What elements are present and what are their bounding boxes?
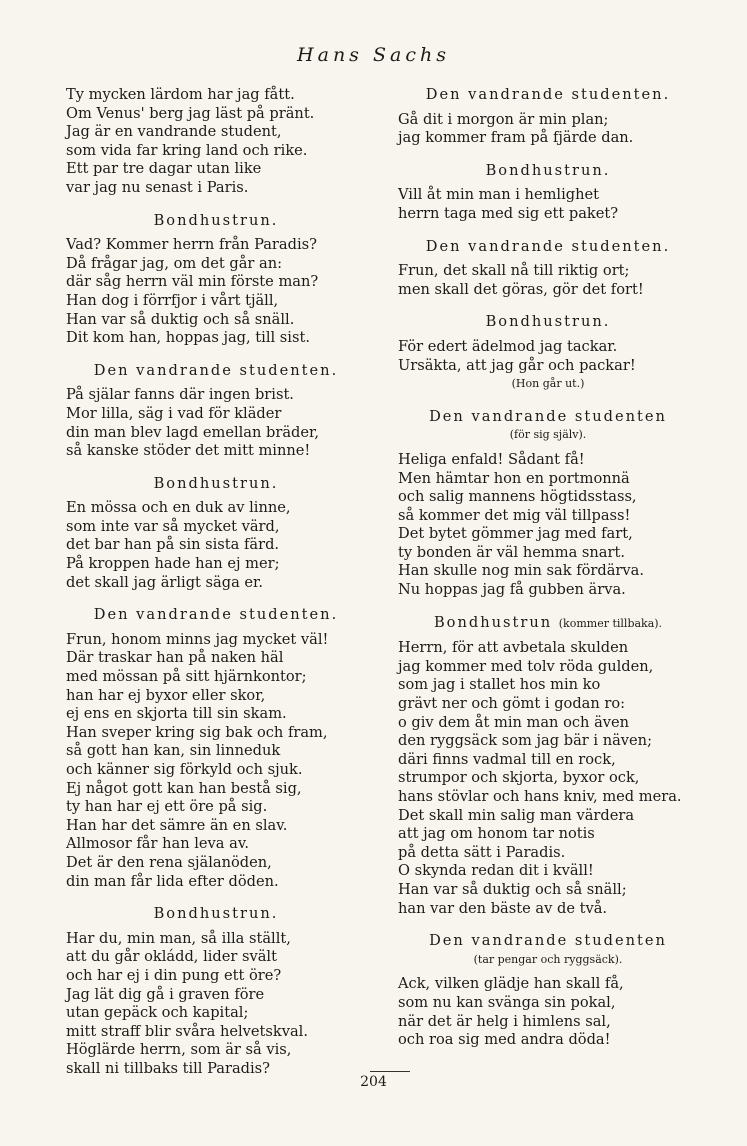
speaker-heading: Den vandrande studenten. xyxy=(425,237,671,255)
verse-line: herrn taga med sig ett paket? xyxy=(398,204,619,222)
verse-block xyxy=(398,313,698,393)
verse-line: Dit kom han, hoppas jag, till sist. xyxy=(66,329,310,347)
verse-line: ty bonden är väl hemma snart. xyxy=(398,543,625,561)
verse-line: och har ej i din pung ett öre? xyxy=(66,966,282,984)
page-title: Hans Sachs xyxy=(297,44,450,66)
verse-line: skall ni tillbaks till Paradis? xyxy=(66,1059,270,1077)
verse-line: Allmosor får han leva av. xyxy=(66,835,249,853)
verse-line: Gå dit i morgon är min plan; xyxy=(398,110,609,128)
verse-line: som inte var så mycket värd, xyxy=(66,517,280,535)
verse-line: O skynda redan dit i kväll! xyxy=(398,862,594,880)
verse-line: För edert ädelmod jag tackar. xyxy=(398,337,618,355)
verse-line: det bar han på sin sista färd. xyxy=(66,536,280,554)
verse-line: som jag i stallet hos min ko xyxy=(398,676,601,694)
verse-block xyxy=(398,162,698,224)
verse-line: din man får lida efter döden. xyxy=(66,872,279,890)
speaker-heading: Bondhustrun. xyxy=(153,474,279,492)
left-column xyxy=(66,86,366,1093)
verse-block xyxy=(398,86,698,148)
speaker-heading: Bondhustrun. xyxy=(153,905,279,923)
verse-block xyxy=(398,614,698,919)
verse-line: strumpor och skjorta, byxor ock, xyxy=(398,769,640,787)
stage-direction: (tar pengar och ryggsäck). xyxy=(473,952,623,966)
verse-block xyxy=(66,86,366,198)
verse-line: mitt straff blir svåra helvetskval. xyxy=(66,1022,308,1040)
verse-line: det skall jag ärligt säga er. xyxy=(66,573,264,591)
verse-line: var jag nu senast i Paris. xyxy=(66,178,249,196)
verse-block xyxy=(66,212,366,348)
verse-line: Det är den rena själanöden, xyxy=(66,853,272,871)
verse-line: han har ej byxor eller skor, xyxy=(66,686,266,704)
verse-line: Han dog i förrfjor i vårt tjäll, xyxy=(66,291,279,309)
verse-line: Men hämtar hon en portmonnä xyxy=(398,469,630,487)
verse-lines xyxy=(398,262,698,299)
stage-direction: (kommer tillbaka). xyxy=(558,616,663,630)
speaker-heading: Bondhustrun. xyxy=(485,313,611,331)
verse-line: hans stövlar och hans kniv, med mera. xyxy=(398,788,682,805)
verse-line: så kanske stöder det mitt minne! xyxy=(66,442,311,460)
verse-lines xyxy=(66,499,366,592)
verse-line: På själar fanns där ingen brist. xyxy=(66,386,294,404)
verse-line: Där traskar han på naken häl xyxy=(66,649,284,667)
verse-lines xyxy=(66,930,366,1079)
verse-line: Det skall min salig man värdera xyxy=(398,806,635,824)
verse-line: Han var så duktig och så snäll. xyxy=(66,310,295,328)
speaker-heading: Bondhustrun. xyxy=(153,211,279,229)
verse-line: Han har det sämre än en slav. xyxy=(66,816,288,834)
verse-line: så gott han kan, sin linneduk xyxy=(66,742,281,760)
verse-line: ej ens en skjorta till sin skam. xyxy=(66,705,287,723)
speaker-heading: Den vandrande studenten. xyxy=(425,86,671,103)
verse-line: han var den bäste av de två. xyxy=(398,899,608,917)
verse-line: Jag är en vandrande student, xyxy=(66,123,282,141)
verse-lines xyxy=(66,86,366,198)
verse-line: men skall det göras, gör det fort! xyxy=(398,280,644,298)
verse-block xyxy=(398,932,698,1050)
verse-line: Har du, min man, så illa ställt, xyxy=(66,929,291,947)
verse-line: Ej något gott kan han bestå sig, xyxy=(66,779,302,797)
verse-line: Ack, vilken glädje han skall få, xyxy=(398,975,624,993)
right-column xyxy=(398,86,698,1064)
verse-line: Det bytet gömmer jag med fart, xyxy=(398,525,633,543)
verse-line: Vill åt min man i hemlighet xyxy=(398,186,600,204)
verse-line: däri finns vadmal till en rock, xyxy=(398,750,616,768)
verse-line: som nu kan svänga sin pokal, xyxy=(398,993,616,1011)
verse-line: Jag lät dig gå i graven före xyxy=(66,985,265,1003)
speaker-heading: Den vandrande studenten. xyxy=(93,361,339,379)
verse-line: när det är helg i himlens sal, xyxy=(398,1012,611,1030)
verse-line: Vad? Kommer herrn från Paradis? xyxy=(66,236,317,254)
verse-line: där såg herrn väl min förste man? xyxy=(66,273,319,291)
verse-lines xyxy=(66,631,366,891)
verse-line: Frun, honom minns jag mycket väl! xyxy=(66,630,329,648)
speaker-heading: Bondhustrun. xyxy=(485,161,611,179)
verse-lines xyxy=(398,639,698,918)
verse-line: En mössa och en duk av linne, xyxy=(66,499,291,517)
verse-line: att du går okládd, lider svält xyxy=(66,948,277,966)
verse-line: Heliga enfald! Sådant få! xyxy=(398,450,585,468)
verse-lines xyxy=(398,451,698,600)
verse-lines xyxy=(398,111,698,148)
verse-line: Han var så duktig och så snäll; xyxy=(398,880,627,898)
verse-line: Ursäkta, att jag går och packar! xyxy=(398,356,636,374)
speaker-heading: Den vandrande studenten xyxy=(429,407,667,425)
verse-line: med mössan på sitt hjärnkontor; xyxy=(66,668,307,686)
verse-line: och känner sig förkyld och sjuk. xyxy=(66,761,303,778)
verse-line: Då frågar jag, om det går an: xyxy=(66,254,283,272)
verse-line: Herrn, för att avbetala skulden xyxy=(398,639,629,657)
verse-line: Han skulle nog min sak fördärva. xyxy=(398,562,644,580)
verse-line: så kommer det mig väl tillpass! xyxy=(398,506,631,524)
verse-line: att jag om honom tar notis xyxy=(398,825,595,843)
verse-lines xyxy=(66,386,366,460)
verse-line: Om Venus' berg jag läst på pränt. xyxy=(66,104,315,122)
verse-line: och roa sig med andra döda! xyxy=(398,1031,611,1049)
verse-line: Frun, det skall nå till riktig ort; xyxy=(398,262,630,280)
verse-lines xyxy=(398,338,698,375)
verse-line: Han sveper kring sig bak och fram, xyxy=(66,723,328,741)
verse-line: På kroppen hade han ej mer; xyxy=(66,555,280,573)
verse-line: Mor lilla, säg i vad för kläder xyxy=(66,404,282,422)
verse-block xyxy=(398,408,698,600)
verse-block xyxy=(66,362,366,461)
verse-line: ty han har ej ett öre på sig. xyxy=(66,798,268,816)
verse-line: jag kommer fram på fjärde dan. xyxy=(398,129,634,147)
speaker-heading: Den vandrande studenten xyxy=(429,932,667,950)
verse-line: utan gepäck och kapital; xyxy=(66,1004,249,1022)
verse-line: och salig mannens högtidsstass, xyxy=(398,488,637,506)
verse-line: Höglärde herrn, som är så vis, xyxy=(66,1041,292,1059)
verse-line: grävt ner och gömt i godan ro: xyxy=(398,695,626,713)
speaker-heading: Den vandrande studenten. xyxy=(93,606,339,624)
verse-lines xyxy=(66,236,366,348)
page-number-rule xyxy=(370,1071,410,1072)
verse-lines xyxy=(398,186,698,223)
verse-line: jag kommer med tolv röda gulden, xyxy=(398,657,654,675)
verse-line: på detta sätt i Paradis. xyxy=(398,843,566,861)
verse-line: Nu hoppas jag få gubben ärva. xyxy=(398,581,626,599)
verse-line: din man blev lagd emellan bräder, xyxy=(66,423,320,441)
verse-line: som vida far kring land och rike. xyxy=(66,141,308,159)
verse-block xyxy=(398,238,698,300)
verse-block xyxy=(66,475,366,593)
speaker-heading xyxy=(398,614,698,634)
stage-direction: (för sig själv). xyxy=(509,428,587,442)
verse-line: Ty mycken lärdom har jag fått. xyxy=(66,86,295,103)
verse-block xyxy=(66,905,366,1078)
verse-line: Ett par tre dagar utan like xyxy=(66,160,262,178)
speaker-name: Bondhustrun xyxy=(433,613,553,631)
stage-direction: (Hon går ut.) xyxy=(511,377,585,391)
verse-line: den ryggsäck som jag bär i näven; xyxy=(398,732,652,750)
page-number: 204 xyxy=(360,1074,387,1090)
verse-line: o giv dem åt min man och även xyxy=(398,713,630,731)
verse-lines xyxy=(398,975,698,1049)
verse-block xyxy=(66,606,366,891)
